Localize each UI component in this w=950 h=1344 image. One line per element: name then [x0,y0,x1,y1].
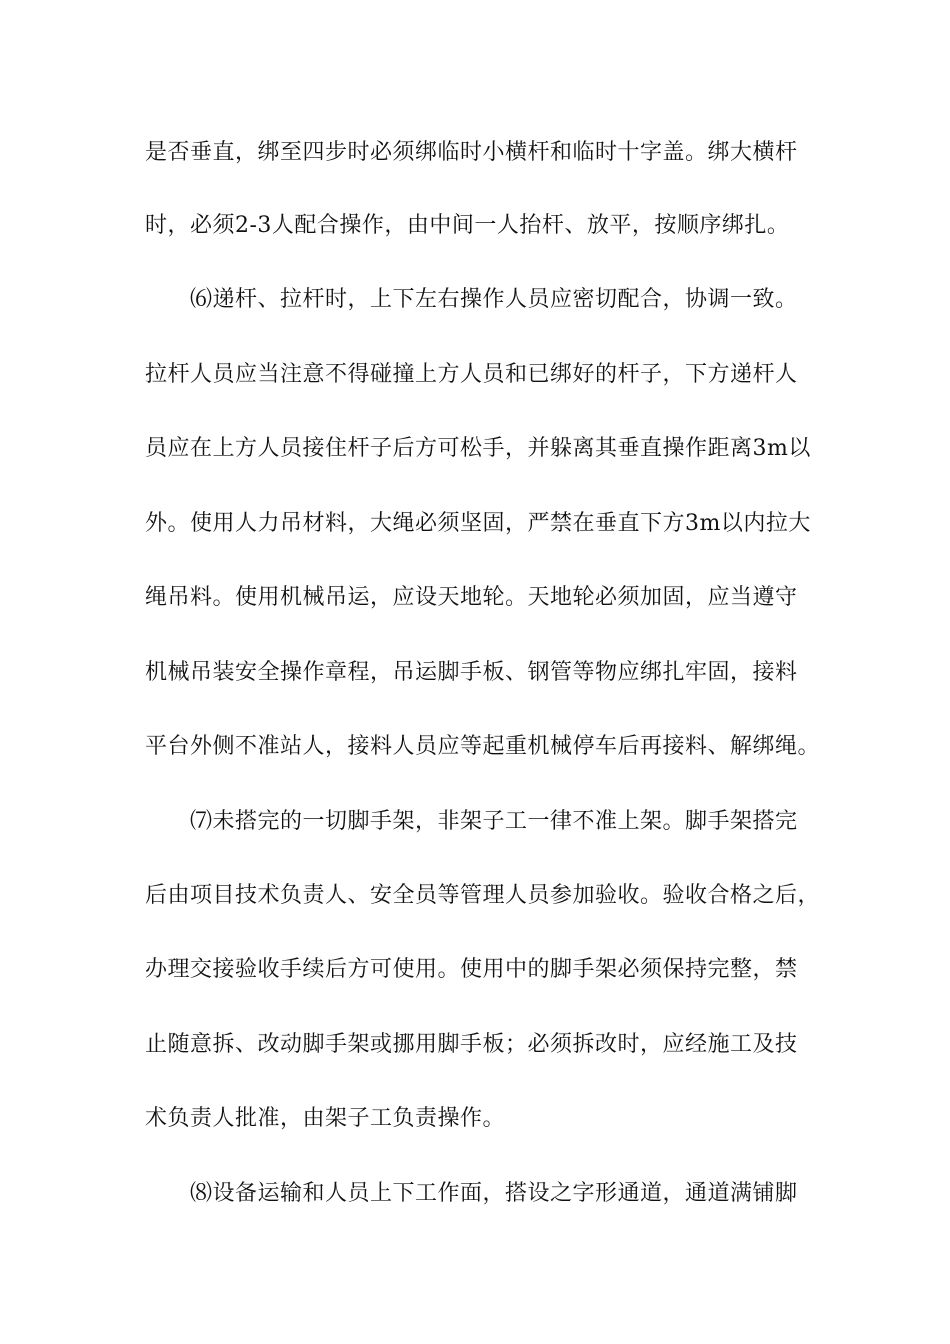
paragraph-8-first-line: ⑻设备运输和人员上下工作面，搭设之字形通道，通道满铺脚 [190,1181,798,1206]
text-line-7: 绳吊料。使用机械吊运，应设天地轮。天地轮必须加固，应当遵守 [145,585,798,610]
text-line-5: 员应在上方人员接住杆子后方可松手，并躲离其垂直操作距离3m以 [145,436,811,461]
text-line-6: 外。使用人力吊材料，大绳必须坚固，严禁在垂直下方3m以内拉大 [145,511,811,536]
text-line-9: 平台外侧不准站人，接料人员应等起重机械停车后再接料、解绑绳。 [145,734,821,759]
text-line-14: 术负责人批准，由架子工负责操作。 [145,1106,506,1131]
text-line-13: 止随意拆、改动脚手架或挪用脚手板；必须拆改时，应经施工及技 [145,1032,798,1057]
text-line-1: 是否垂直，绑至四步时必须绑临时小横杆和临时十字盖。绑大横杆 [145,140,798,165]
text-line-2: 时，必须2-3人配合操作，由中间一人抬杆、放平，按顺序绑扎。 [145,213,790,238]
text-line-8: 机械吊装安全操作章程，吊运脚手板、钢管等物应绑扎牢固，接料 [145,660,798,685]
text-line-4: 拉杆人员应当注意不得碰撞上方人员和已绑好的杆子，下方递杆人 [145,362,798,387]
paragraph-6-first-line: ⑹递杆、拉杆时，上下左右操作人员应密切配合，协调一致。 [190,287,798,312]
text-line-11: 后由项目技术负责人、安全员等管理人员参加验收。验收合格之后， [145,883,821,908]
paragraph-7-first-line: ⑺未搭完的一切脚手架，非架子工一律不准上架。脚手架搭完 [190,809,798,834]
text-line-12: 办理交接验收手续后方可使用。使用中的脚手架必须保持完整，禁 [145,957,798,982]
